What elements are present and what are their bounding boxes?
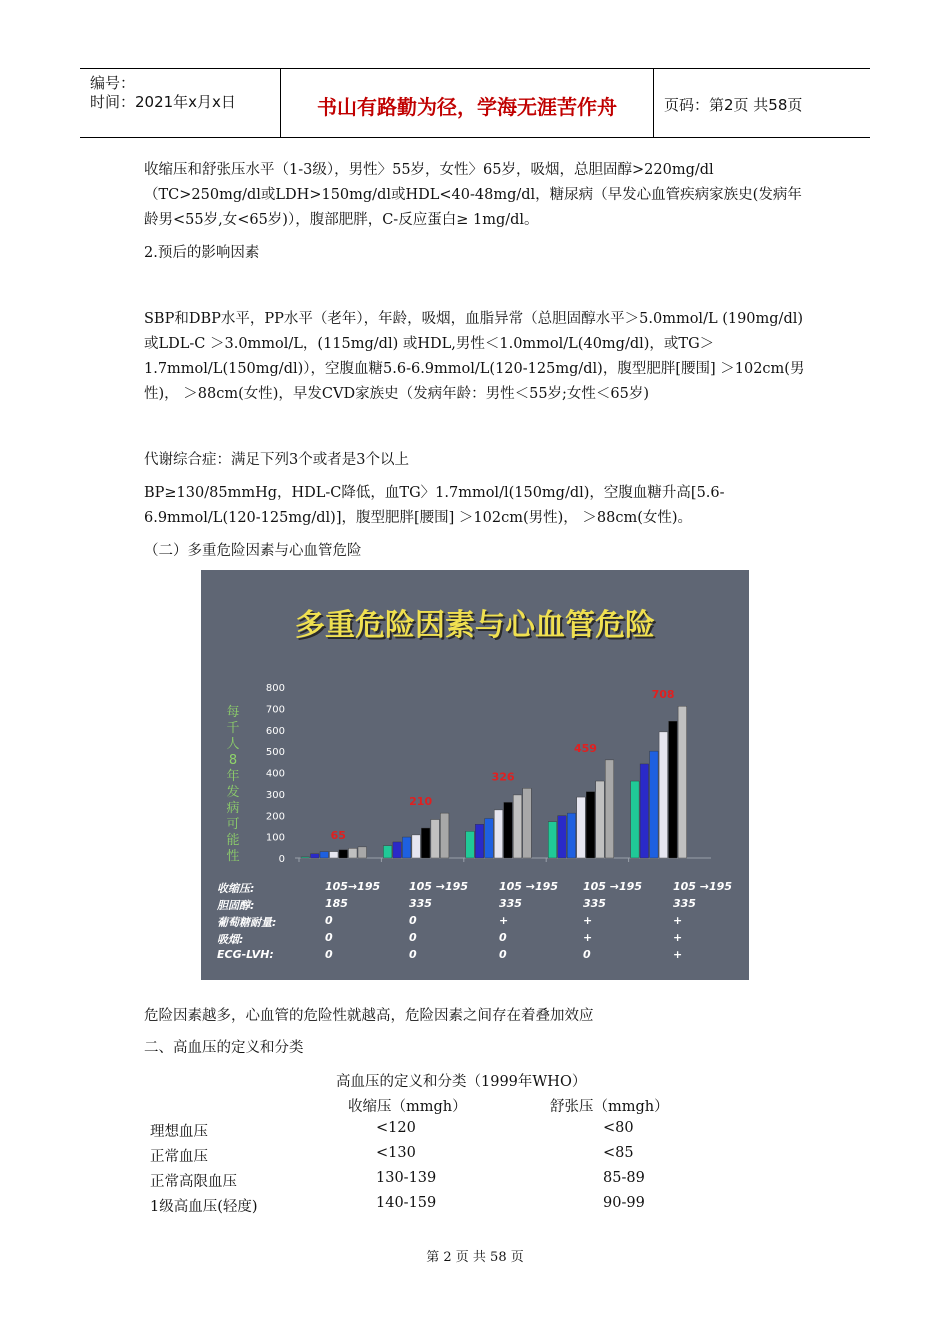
chart-bar <box>383 846 392 858</box>
risk-chart-figure <box>201 570 749 980</box>
chart-data-label: 210 <box>409 795 433 809</box>
header-page-cell <box>654 69 870 137</box>
chart-bar <box>659 732 668 858</box>
header-motto: 书山有路勤为径，学海无涯苦作舟 <box>317 95 617 119</box>
chart-y-tick-label: 700 <box>265 704 285 716</box>
chart-factor-value: 105 →195 <box>499 880 558 893</box>
chart-bar <box>567 813 576 858</box>
chart-factor-label: 胆固醇: <box>217 899 255 912</box>
table-cell-diastolic: <80 <box>603 1120 634 1136</box>
chart-bar <box>678 706 687 858</box>
chart-y-tick-label: 500 <box>265 747 285 759</box>
chart-factor-value: + <box>583 914 593 927</box>
chart-bar <box>523 788 532 858</box>
chart-bar <box>558 816 567 858</box>
chart-bar <box>301 857 310 858</box>
table-title: 高血压的定义和分类（1999年WHO） <box>336 1074 587 1090</box>
chart-factor-value: + <box>583 931 593 944</box>
chart-factor-value: 0 <box>325 931 333 944</box>
chart-bar <box>631 781 640 858</box>
chart-factor-value: 0 <box>409 931 417 944</box>
chart-bar <box>412 835 421 858</box>
chart-factor-value: 335 <box>583 897 606 910</box>
chart-y-tick-label: 400 <box>265 768 285 780</box>
paragraph-metabolic-criteria: BP≥130/85mmHg，HDL-C降低，血TG〉1.7mmol/l(150mg/dl)，空腹血糖升高[5.6-6.9mmol/L(120-125mg/dl)]，腹型肥胖[腰围] ＞102cm(男性)， ＞88cm(女性)。 <box>144 485 725 526</box>
paragraph-conclusion: 危险因素越多，心血管的危险性就越高，危险因素之间存在着叠加效应 <box>144 1008 594 1024</box>
chart-bar <box>669 721 678 858</box>
chart-bar <box>421 828 430 858</box>
chart-data-label: 65 <box>330 828 346 842</box>
table-cell-category: 1级高血压(轻度) <box>150 1199 258 1215</box>
chart-bar <box>393 842 402 858</box>
chart-factor-value: 105 →195 <box>583 880 642 893</box>
table-cell-systolic: <120 <box>376 1120 416 1136</box>
chart-y-tick-label: 600 <box>265 725 285 737</box>
table-header-diastolic: 舒张压（mmgh） <box>550 1099 669 1115</box>
chart-factor-value: + <box>673 914 683 927</box>
header-page-code: 页码：第2页 共58页 <box>664 96 803 114</box>
header-left-cell <box>80 69 281 137</box>
chart-factor-value: 0 <box>583 948 591 961</box>
chart-factor-value: 335 <box>673 897 696 910</box>
table-cell-systolic: 140-159 <box>376 1195 437 1211</box>
chart-factor-value: 185 <box>325 897 348 910</box>
chart-factor-value: + <box>673 931 683 944</box>
chart-factor-value: + <box>673 948 683 961</box>
chart-factor-value: + <box>499 914 509 927</box>
chart-factor-value: 105→195 <box>325 880 381 893</box>
chart-factor-value: 0 <box>409 948 417 961</box>
chart-data-label: 459 <box>573 741 597 755</box>
chart-bar <box>320 852 329 858</box>
chart-bar <box>339 850 348 858</box>
chart-bar <box>586 792 595 858</box>
chart-bar <box>485 818 494 858</box>
chart-bar <box>548 822 557 858</box>
chart-bar <box>577 797 586 858</box>
chart-factor-value: 105 →195 <box>673 880 732 893</box>
table-cell-category: 理想血压 <box>150 1124 208 1140</box>
chart-title: 多重危险因素与心血管危险 <box>295 608 655 643</box>
chart-bar <box>466 831 475 858</box>
chart-factor-label: 收缩压: <box>217 882 255 895</box>
chart-bar <box>402 837 411 858</box>
chart-y-tick-label: 300 <box>265 789 285 801</box>
table-cell-diastolic: 85-89 <box>603 1170 645 1186</box>
table-cell-category: 正常高限血压 <box>150 1174 237 1190</box>
chart-bar <box>513 795 522 858</box>
table-header-systolic: 收缩压（mmgh） <box>348 1099 467 1115</box>
chart-y-tick-label: 100 <box>265 832 285 844</box>
page-header <box>80 68 870 138</box>
section-heading-prognosis: 2.预后的影响因素 <box>144 245 260 261</box>
chart-y-axis-label: 每千人8年发病可能性 <box>226 705 240 864</box>
chart-bar <box>440 813 449 858</box>
chart-factor-value: 0 <box>409 914 417 927</box>
chart-factor-label: 吸烟: <box>217 933 244 946</box>
chart-data-label: 326 <box>491 770 515 784</box>
chart-factor-value: 105 →195 <box>409 880 468 893</box>
chart-factor-value: 0 <box>499 948 507 961</box>
chart-bar <box>640 764 649 858</box>
page-footer: 第 2 页 共 58 页 <box>426 1250 524 1265</box>
chart-factor-value: 0 <box>325 948 333 961</box>
chart-factor-value: 335 <box>409 897 432 910</box>
header-number-label: 编号： <box>90 74 136 92</box>
chart-factor-value: 335 <box>499 897 522 910</box>
chart-factor-label: ECG-LVH: <box>217 948 274 961</box>
section-heading-multiple-risk: （二）多重危险因素与心血管危险 <box>144 543 362 559</box>
header-time-label: 时间：2021年x月x日 <box>90 93 236 111</box>
table-cell-diastolic: 90-99 <box>603 1195 645 1211</box>
table-cell-systolic: 130-139 <box>376 1170 437 1186</box>
chart-y-tick-label: 200 <box>265 811 285 823</box>
chart-data-label: 708 <box>651 688 675 702</box>
chart-y-tick-label: 800 <box>265 683 285 694</box>
chart-bar <box>431 820 440 858</box>
paragraph-risk-factors: 收缩压和舒张压水平（1-3级），男性〉55岁，女性〉65岁，吸烟，总胆固醇>220mg/dl（TC>250mg/dl或LDH>150mg/dl或HDL<40-48mg/dl，糖尿病（早发心血管疾病家族史(发病年龄男<55岁,女<65岁)），腹部肥胖，C-反应蛋白≥ 1mg/dl。 <box>144 162 802 228</box>
chart-bar <box>494 810 503 858</box>
chart-bar <box>349 848 358 858</box>
table-cell-category: 正常血压 <box>150 1149 208 1165</box>
chart-factor-value: 0 <box>325 914 333 927</box>
chart-bar <box>650 751 659 858</box>
chart-bar <box>596 781 605 858</box>
chart-bar <box>605 760 614 858</box>
chart-plot <box>201 670 749 970</box>
paragraph-prognosis-factors: SBP和DBP水平，PP水平（老年），年龄，吸烟，血脂异常（总胆固醇水平＞5.0mmol/L (190mg/dl)或LDL-C ＞3.0mmol/L，(115mg/dl) 或HDL,男性＜1.0mmol/L(40mg/dl)，或TG＞1.7mmol/L(150mg/dl)），空腹血糖5.6-6.9mmol/L(120-125mg/dl)，腹型肥胖[腰围] ＞102cm(男性)， ＞88cm(女性)，早发CVD家族史（发病年龄：男性＜55岁;女性＜65岁) <box>144 311 805 402</box>
table-cell-systolic: <130 <box>376 1145 416 1161</box>
paragraph-metabolic-syndrome-title: 代谢综合症：满足下列3个或者是3个以上 <box>144 452 409 468</box>
header-motto-cell <box>281 69 654 137</box>
chart-bar <box>358 847 367 858</box>
table-cell-diastolic: <85 <box>603 1145 634 1161</box>
section-heading-definition: 二、高血压的定义和分类 <box>144 1040 304 1056</box>
chart-bar <box>475 824 484 858</box>
chart-y-tick-label: 0 <box>278 854 285 865</box>
chart-bar <box>311 854 320 858</box>
chart-factor-value: 0 <box>499 931 507 944</box>
chart-bar <box>330 852 339 858</box>
chart-bar <box>504 802 513 858</box>
chart-factor-label: 葡萄糖耐量: <box>217 916 277 929</box>
